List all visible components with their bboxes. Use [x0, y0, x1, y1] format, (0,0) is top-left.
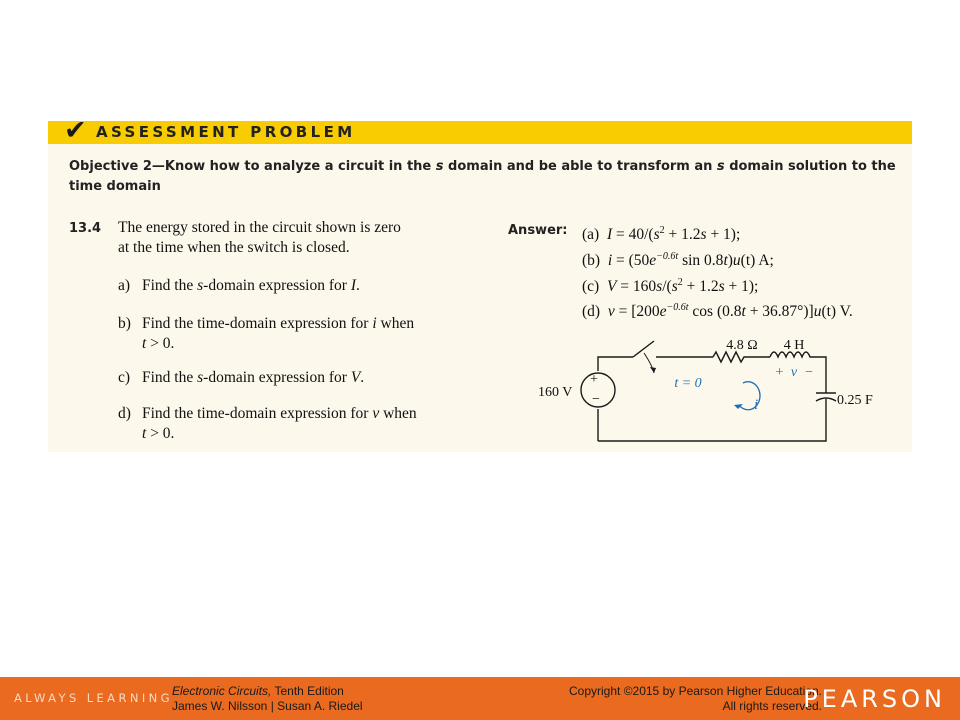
problem-statement: The energy stored in the circuit shown is zero at the time when the switch is closed. [118, 219, 401, 256]
problem-part-b: b) Find the time-domain expression for i when t > 0. [118, 315, 415, 352]
book-authors: James W. Nilsson | Susan A. Riedel [172, 699, 363, 713]
problem-part-d: d) Find the time-domain expression for v when t > 0. [118, 405, 417, 442]
bottom-wire [598, 399, 826, 441]
assessment-banner [48, 115, 912, 146]
capacitor-label: 0.25 F [837, 393, 873, 408]
switch-arrowhead [650, 367, 656, 373]
pearson-logo: PEARSON [803, 685, 946, 713]
inductor-label: 4 H [783, 338, 805, 353]
copyright-text: Copyright ©2015 by Pearson Higher Education. [569, 684, 822, 698]
source-label: 160 V [538, 385, 573, 400]
answer-c: (c) $V = 160s/(s^2 + 1.2s + 1)$; [582, 277, 759, 296]
current-label: i [754, 397, 759, 413]
banner-title: ASSESSMENT PROBLEM [96, 123, 356, 141]
left-wire [598, 357, 633, 441]
switch-blade [633, 341, 654, 357]
objective-text: Objective 2—Know how to analyze a circuit in the s domain and be able to transform an s domain solution to the time domain [69, 159, 896, 194]
answer-label: Answer: [508, 223, 568, 238]
switch-label: t = 0 [674, 376, 702, 391]
source-minus: − [592, 392, 600, 407]
problem-part-c: c) Find the s-domain expression for V. [118, 369, 365, 386]
problem-number: 13.4 [69, 221, 102, 236]
resistor-label: 4.8 Ω [726, 338, 758, 353]
answer-a: (a) $I = 40/(s^2 + 1.2s + 1)$; [582, 225, 741, 244]
answer-d: (d) $v = [200e^{-0.6t}$ cos (0.8t + 36.87°)]u(t) V. [582, 302, 853, 321]
assessment-panel [48, 115, 912, 452]
problem-part-a: a) Find the s-domain expression for I. [118, 277, 360, 294]
resistor [713, 352, 770, 362]
checkmark-icon: ✔ [64, 115, 87, 146]
rights-text: All rights reserved. [722, 699, 822, 713]
book-title: Electronic Circuits, Tenth Edition [172, 684, 344, 698]
circuit-diagram [528, 331, 908, 446]
footer-tagline: ALWAYS LEARNING [14, 691, 173, 705]
source-plus: + [590, 372, 598, 387]
footer-bar [0, 677, 960, 720]
answer-b: (b) $i = (50e^{-0.6t}$ sin 0.8t)u(t) A; [582, 251, 774, 270]
inductor-voltage-label: + v − [774, 365, 814, 380]
